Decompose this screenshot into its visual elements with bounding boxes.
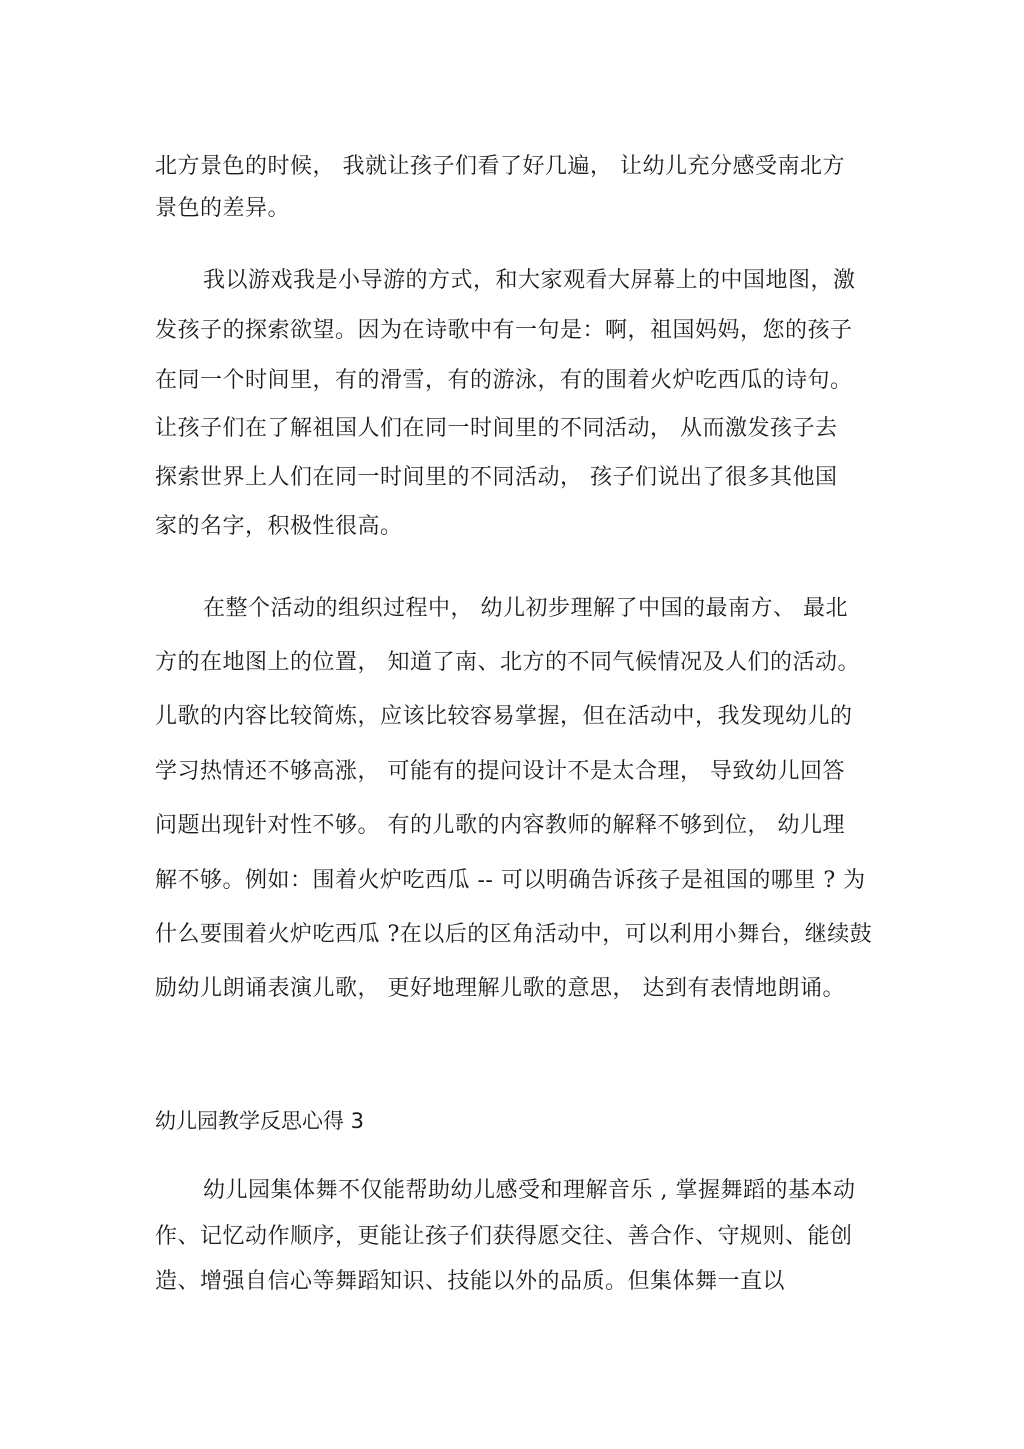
text-line: 作、记忆动作顺序，更能让孩子们获得愿交往、善合作、守规则、能创 — [155, 1224, 853, 1249]
text-line: 家的名字，积极性很高。 — [155, 514, 403, 539]
text-line: 北方景色的时候， 我就让孩子们看了好几遍， 让幼儿充分感受南北方 — [155, 154, 845, 179]
text-line: 发孩子的探索欲望。因为在诗歌中有一句是：啊，祖国妈妈，您的孩子 — [155, 318, 853, 343]
text-line: 造、增强自信心等舞蹈知识、技能以外的品质。但集体舞一直以 — [155, 1269, 786, 1294]
text-line: 解不够。例如：围着火炉吃西瓜 -- 可以明确告诉孩子是祖国的哪里 ? 为 — [155, 868, 866, 893]
text-line: 什么要围着火炉吃西瓜 ?在以后的区角活动中，可以利用小舞台，继续鼓 — [155, 922, 873, 947]
text-line: 励幼儿朗诵表演儿歌， 更好地理解儿歌的意思， 达到有表情地朗诵。 — [155, 976, 845, 1001]
text-line: 问题出现针对性不够。 有的儿歌的内容教师的解释不够到位， 幼儿理 — [155, 813, 845, 838]
text-line: 在整个活动的组织过程中， 幼儿初步理解了中国的最南方、 最北 — [203, 596, 848, 621]
text-line: 幼儿园集体舞不仅能帮助幼儿感受和理解音乐 , 掌握舞蹈的基本动 — [203, 1178, 856, 1203]
text-line: 方的在地图上的位置， 知道了南、北方的不同气候情况及人们的活动。 — [155, 650, 860, 675]
section-heading: 幼儿园教学反思心得 3 — [155, 1109, 365, 1133]
text-line: 探索世界上人们在同一时间里的不同活动， 孩子们说出了很多其他国 — [155, 465, 838, 490]
text-line: 我以游戏我是小导游的方式，和大家观看大屏幕上的中国地图，激 — [203, 268, 856, 293]
text-line: 在同一个时间里，有的滑雪，有的游泳，有的围着火炉吃西瓜的诗句。 — [155, 368, 853, 393]
text-line: 儿歌的内容比较简炼，应该比较容易掌握，但在活动中，我发现幼儿的 — [155, 704, 853, 729]
text-line: 让孩子们在了解祖国人们在同一时间里的不同活动， 从而激发孩子去 — [155, 416, 838, 441]
text-line: 景色的差异。 — [155, 196, 291, 221]
text-line: 学习热情还不够高涨， 可能有的提问设计不是太合理， 导致幼儿回答 — [155, 759, 845, 784]
